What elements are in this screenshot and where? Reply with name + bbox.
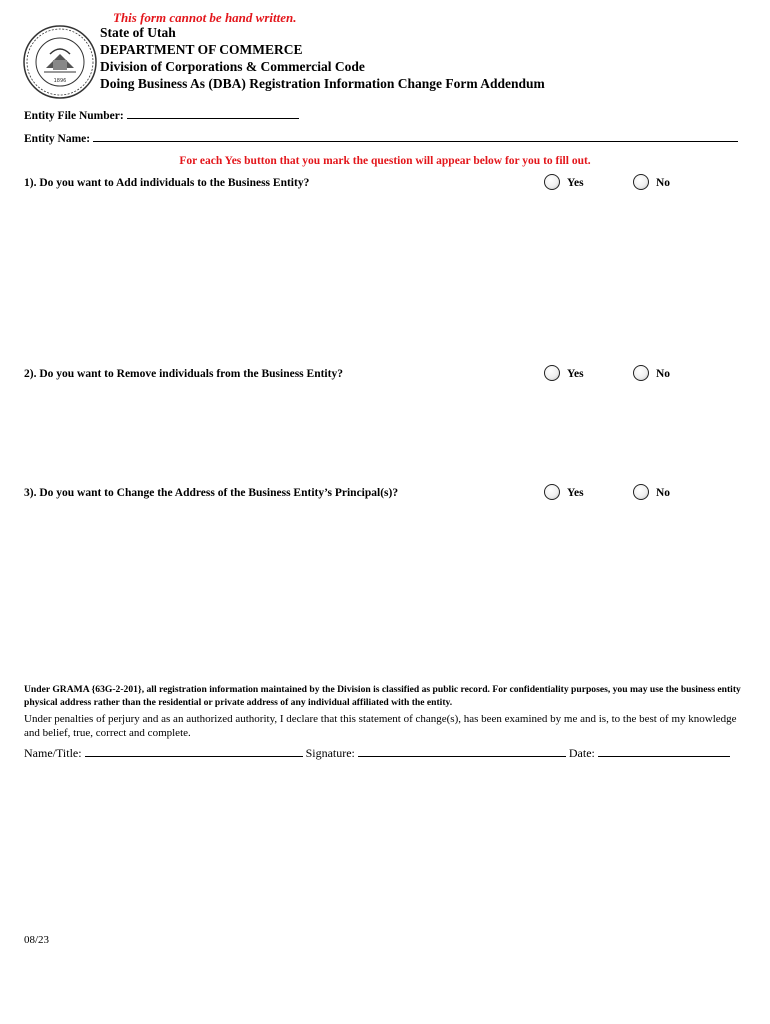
question-2-yes-label: Yes [567,368,584,380]
header-form-title: Doing Business As (DBA) Registration Information Change Form Addendum [100,76,545,91]
header-department: DEPARTMENT OF COMMERCE [100,42,303,57]
form-revision-code: 08/23 [24,934,50,946]
yes-button-instruction: For each Yes button that you mark the question will appear below for you to fill out. [179,155,591,167]
entity-name-field[interactable] [93,131,738,142]
question-2-yes-radio[interactable] [544,365,560,381]
seal-year: 1896 [53,78,67,84]
entity-name-label: Entity Name: [24,133,91,145]
question-2-text: 2). Do you want to Remove individuals from the Business Entity? [24,368,343,380]
signature-row [24,746,730,761]
question-3-text: 3). Do you want to Change the Address of the Business Entity’s Principal(s)? [24,487,399,499]
question-3-no-label: No [656,487,671,499]
entity-name-row [24,131,738,145]
grama-notice: Under GRAMA {63G-2-201}, all registration information maintained by the Division is classified as public record. For confidentiality purposes, you may use the business entity physical address rather than the residential or private address of any individual affiliated with the entity. [24,684,741,708]
entity-file-number-label: Entity File Number: [24,110,124,122]
signature-field[interactable] [358,746,566,757]
question-2-no-radio[interactable] [633,365,649,381]
question-1-yes-radio[interactable] [544,174,560,190]
header-division: Division of Corporations & Commercial Code [100,59,365,74]
perjury-declaration: Under penalties of perjury and as an authorized authority, I declare that this statement of change(s), has been examined by me and is, to the best of my knowledge and belief, true, correct and complete. [24,713,737,739]
hand-written-warning: This form cannot be hand written. [113,10,297,25]
question-1-no-radio[interactable] [633,174,649,190]
question-1-text: 1). Do you want to Add individuals to the Business Entity? [24,177,310,189]
question-2-no-label: No [656,368,671,380]
date-field[interactable] [598,746,730,757]
question-1-yes-label: Yes [567,177,584,189]
header-state: State of Utah [100,25,176,40]
name-title-label: Name/Title: [24,746,82,760]
entity-file-number-row [24,108,299,122]
name-title-field[interactable] [85,746,303,757]
signature-label: Signature: [305,746,355,760]
utah-state-seal-icon [22,24,98,100]
entity-file-number-field[interactable] [127,108,299,119]
date-label: Date: [568,746,595,760]
question-1-no-label: No [656,177,671,189]
question-3-no-radio[interactable] [633,484,649,500]
question-3-yes-radio[interactable] [544,484,560,500]
question-3-yes-label: Yes [567,487,584,499]
